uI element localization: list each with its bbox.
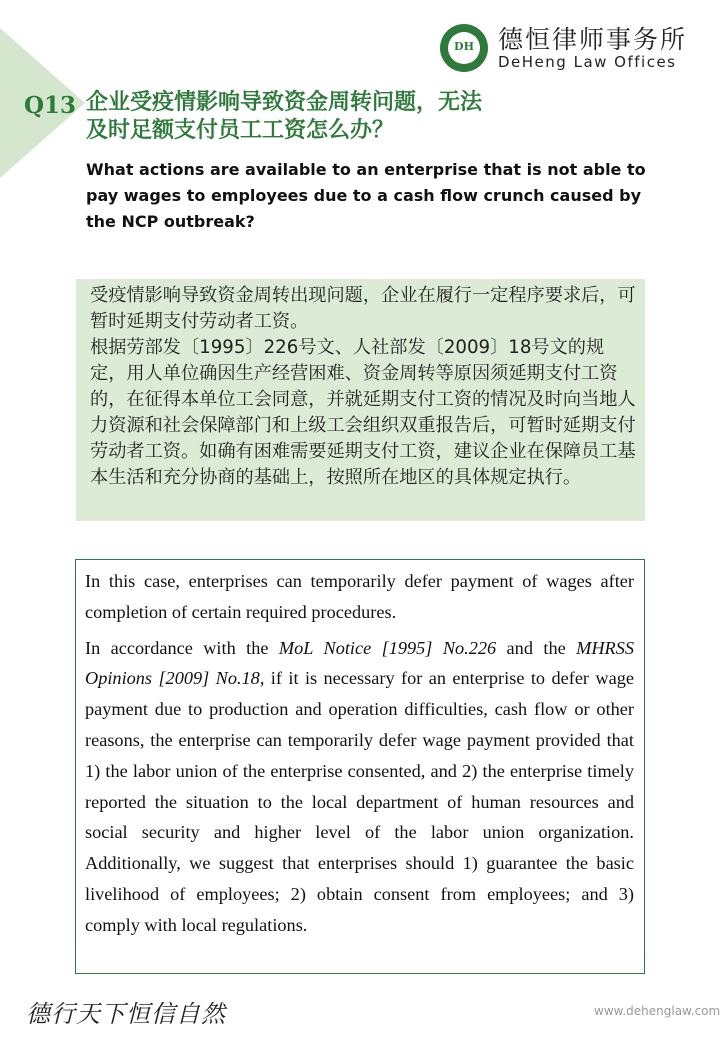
question-number: Q13 (24, 92, 77, 119)
answer-en-p2-intro: In accordance with the (85, 637, 279, 658)
footer-motto-calligraphy: 德行天下恒信自然 (26, 1000, 226, 1028)
firm-name-en: DeHeng Law Offices (498, 53, 677, 71)
answer-en-paragraph-2 (85, 633, 634, 941)
answer-en-p2-and: and the (496, 637, 577, 658)
firm-seal-icon (440, 24, 488, 72)
answer-en-text (85, 566, 634, 941)
answer-cn-paragraph-2: 根据劳部发〔1995〕226号文、人社部发〔2009〕18号文的规定，用人单位确因生产经营困难、资金周转等原因须延期支付工资的，在征得本单位工会同意，并就延期支付工资的情况及时向当地人力资源和社会保障部门和上级工会组织双重报告后，可暂时延期支付劳动者工资。如确有困难需要延期支付工资，建议企业在保障员工基本生活和充分协商的基础上，按照所在地区的具体规定执行。 (90, 337, 636, 488)
answer-cn-text (90, 283, 638, 491)
mol-notice-reference: MoL Notice [1995] No.226 (278, 637, 497, 658)
answer-en-p2-rest: , if it is necessary for an enterprise to defer wage payment due to production and operation difficulties, cash flow or other reasons, the enterprise can temporarily defer wage payment provided that 1) the labor union of the enterprise consented, and 2) the enterprise timely reported the situation to the local department of human resources and social security and higher level of the labor union organization. Additionally, we suggest that enterprises should 1) guarantee the basic livelihood of employees; 2) obtain consent from employees; and 3) comply with local regulations. (85, 668, 634, 935)
question-title-cn (86, 89, 536, 145)
question-title-cn-line1: 企业受疫情影响导致资金周转问题，无法 (86, 90, 483, 115)
firm-name-cn: 德恒律师事务所 (498, 25, 688, 54)
answer-en-paragraph-1: In this case, enterprises can temporarily defer payment of wages after completion of certain required procedures. (85, 571, 634, 622)
question-title-cn-line2: 及时足额支付员工工资怎么办？ (86, 118, 395, 143)
footer-website-url: www.dehenglaw.com (594, 1004, 720, 1018)
firm-logo (440, 20, 698, 76)
seal-text: DH (454, 40, 474, 53)
mhrss-opinions-reference: MHRSS Opinions [2009] No.18 (85, 637, 634, 689)
question-title-en: What actions are available to an enterprise that is not able to pay wages to employees due to a cash flow crunch caused by the NCP outbreak? (86, 160, 646, 231)
answer-cn-paragraph-1: 受疫情影响导致资金周转出现问题，企业在履行一定程序要求后，可暂时延期支付劳动者工资。 (90, 285, 636, 332)
